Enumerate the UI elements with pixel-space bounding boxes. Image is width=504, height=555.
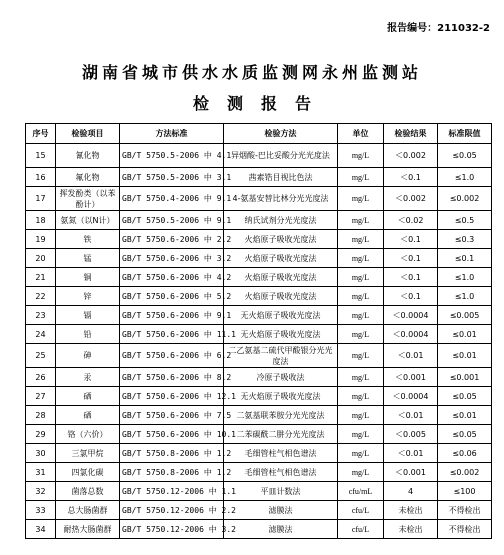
cell-item: 菌落总数: [56, 482, 120, 501]
table-row: [26, 306, 492, 325]
cell-unit: mg/L: [338, 144, 384, 168]
cell-unit: mg/L: [338, 425, 384, 444]
cell-no: 31: [26, 463, 56, 482]
cell-standard: GB/T 5750.5-2006 中 9.1: [120, 211, 224, 230]
column-header-standard: 方法标准: [120, 124, 224, 144]
table-row: [26, 168, 492, 187]
report-number: 报告编号：211032-2: [387, 23, 490, 34]
cell-standard: GB/T 5750.5-2006 中 4.1: [120, 144, 224, 168]
cell-standard: GB/T 5750.6-2006 中 4.2: [120, 268, 224, 287]
column-header-no: 序号: [26, 124, 56, 144]
cell-limit: 不得检出: [438, 501, 492, 520]
table-row: [26, 287, 492, 306]
cell-result: ＜0.002: [384, 144, 438, 168]
cell-unit: mg/L: [338, 406, 384, 425]
cell-method: 平皿计数法: [224, 482, 338, 501]
cell-limit: ≤0.001: [438, 368, 492, 387]
cell-no: 16: [26, 168, 56, 187]
column-header-limit: 标准限值: [438, 124, 492, 144]
table-row: [26, 425, 492, 444]
cell-standard: GB/T 5750.6-2006 中 2.2: [120, 230, 224, 249]
cell-no: 24: [26, 325, 56, 344]
cell-method: 毛细管柱气相色谱法: [224, 463, 338, 482]
cell-no: 33: [26, 501, 56, 520]
cell-limit: ≤0.05: [438, 144, 492, 168]
column-header-item: 检验项目: [56, 124, 120, 144]
cell-method: 4-氨基安替比林分光光度法: [224, 187, 338, 211]
table-body: [26, 144, 492, 539]
cell-standard: GB/T 5750.12-2006 中 1.1: [120, 482, 224, 501]
cell-method: 毛细管柱气相色谱法: [224, 444, 338, 463]
table-row: [26, 344, 492, 368]
cell-method: 二氨基联苯胺分光光度法: [224, 406, 338, 425]
cell-method: 无火焰原子吸收光度法: [224, 387, 338, 406]
column-header-unit: 单位: [338, 124, 384, 144]
cell-item: 三氯甲烷: [56, 444, 120, 463]
cell-result: ＜0.1: [384, 230, 438, 249]
cell-standard: GB/T 5750.6-2006 中 3.2: [120, 249, 224, 268]
table-row: [26, 463, 492, 482]
cell-no: 32: [26, 482, 56, 501]
cell-standard: GB/T 5750.12-2006 中 3.2: [120, 520, 224, 539]
cell-method: 滤膜法: [224, 520, 338, 539]
cell-item: 氨氮（以N计）: [56, 211, 120, 230]
cell-unit: mg/L: [338, 387, 384, 406]
cell-item: 铜: [56, 268, 120, 287]
cell-item: 铁: [56, 230, 120, 249]
report-title: 湖南省城市供水水质监测网永州监测站: [81, 63, 422, 82]
table-row: [26, 444, 492, 463]
cell-unit: mg/L: [338, 249, 384, 268]
cell-standard: GB/T 5750.8-2006 中 1.2: [120, 463, 224, 482]
cell-no: 15: [26, 144, 56, 168]
cell-item: 氟化物: [56, 168, 120, 187]
cell-limit: ≤100: [438, 482, 492, 501]
cell-standard: GB/T 5750.6-2006 中 10.1: [120, 425, 224, 444]
cell-result: ＜0.0004: [384, 325, 438, 344]
cell-unit: cfu/mL: [338, 482, 384, 501]
cell-limit: ≤0.005: [438, 306, 492, 325]
cell-limit: ≤0.002: [438, 187, 492, 211]
cell-standard: GB/T 5750.6-2006 中 12.1: [120, 387, 224, 406]
cell-result: ＜0.002: [384, 187, 438, 211]
cell-method: 二乙氨基二硫代甲酸银分光光度法: [224, 344, 338, 368]
cell-unit: cfu/L: [338, 520, 384, 539]
cell-limit: ≤0.01: [438, 325, 492, 344]
cell-standard: GB/T 5750.6-2006 中 8.2: [120, 368, 224, 387]
cell-standard: GB/T 5750.5-2006 中 3.1: [120, 168, 224, 187]
cell-item: 硒: [56, 406, 120, 425]
cell-limit: ≤0.05: [438, 425, 492, 444]
table-row: [26, 230, 492, 249]
cell-method: 火焰原子吸收光度法: [224, 268, 338, 287]
cell-unit: mg/L: [338, 344, 384, 368]
cell-method: 冷原子吸收法: [224, 368, 338, 387]
cell-result: ＜0.1: [384, 268, 438, 287]
cell-no: 29: [26, 425, 56, 444]
cell-item: 铅: [56, 325, 120, 344]
cell-standard: GB/T 5750.4-2006 中 9.1: [120, 187, 224, 211]
table-row: [26, 387, 492, 406]
cell-result: ＜0.1: [384, 168, 438, 187]
cell-limit: 不得检出: [438, 520, 492, 539]
cell-result: ＜0.1: [384, 287, 438, 306]
table-row: [26, 211, 492, 230]
cell-method: 茜素锆目视比色法: [224, 168, 338, 187]
cell-unit: mg/L: [338, 287, 384, 306]
cell-limit: ≤0.01: [438, 406, 492, 425]
cell-method: 二苯碳酰二肼分光光度法: [224, 425, 338, 444]
cell-method: 无火焰原子吸收光度法: [224, 306, 338, 325]
cell-item: 总大肠菌群: [56, 501, 120, 520]
cell-limit: ≤0.06: [438, 444, 492, 463]
cell-limit: ≤0.01: [438, 344, 492, 368]
table-row: [26, 268, 492, 287]
cell-limit: ≤0.002: [438, 463, 492, 482]
table-row: [26, 249, 492, 268]
cell-result: 未检出: [384, 501, 438, 520]
cell-result: ＜0.01: [384, 344, 438, 368]
cell-no: 17: [26, 187, 56, 211]
table-row: [26, 520, 492, 539]
cell-result: ＜0.01: [384, 406, 438, 425]
cell-unit: mg/L: [338, 187, 384, 211]
cell-item: 砷: [56, 344, 120, 368]
cell-result: ＜0.001: [384, 463, 438, 482]
table-row: [26, 187, 492, 211]
cell-no: 27: [26, 387, 56, 406]
table-row: [26, 501, 492, 520]
cell-item: 耐热大肠菌群: [56, 520, 120, 539]
cell-no: 26: [26, 368, 56, 387]
table-row: [26, 482, 492, 501]
cell-limit: ≤1.0: [438, 287, 492, 306]
cell-item: 挥发酚类（以苯酚计）: [56, 187, 120, 211]
cell-limit: ≤1.0: [438, 268, 492, 287]
cell-limit: ≤1.0: [438, 168, 492, 187]
table-row: [26, 406, 492, 425]
cell-unit: mg/L: [338, 230, 384, 249]
cell-no: 19: [26, 230, 56, 249]
cell-standard: GB/T 5750.6-2006 中 5.2: [120, 287, 224, 306]
cell-item: 锌: [56, 287, 120, 306]
cell-result: ＜0.1: [384, 249, 438, 268]
cell-item: 锰: [56, 249, 120, 268]
cell-no: 28: [26, 406, 56, 425]
cell-no: 20: [26, 249, 56, 268]
cell-no: 22: [26, 287, 56, 306]
cell-standard: GB/T 5750.6-2006 中 11.1: [120, 325, 224, 344]
cell-item: 四氯化碳: [56, 463, 120, 482]
column-header-result: 检验结果: [384, 124, 438, 144]
cell-unit: mg/L: [338, 368, 384, 387]
cell-result: 4: [384, 482, 438, 501]
table-row: [26, 368, 492, 387]
cell-unit: mg/L: [338, 268, 384, 287]
cell-result: ＜0.0004: [384, 306, 438, 325]
cell-unit: mg/L: [338, 168, 384, 187]
cell-item: 镉: [56, 306, 120, 325]
cell-result: 未检出: [384, 520, 438, 539]
cell-unit: mg/L: [338, 325, 384, 344]
cell-method: 异烟酸-巴比妥酸分光光度法: [224, 144, 338, 168]
cell-item: 铬（六价）: [56, 425, 120, 444]
cell-method: 火焰原子吸收光度法: [224, 287, 338, 306]
column-header-method: 检验方法: [224, 124, 338, 144]
cell-limit: ≤0.3: [438, 230, 492, 249]
cell-no: 18: [26, 211, 56, 230]
cell-no: 34: [26, 520, 56, 539]
cell-method: 火焰原子吸收光度法: [224, 230, 338, 249]
cell-limit: ≤0.1: [438, 249, 492, 268]
cell-limit: ≤0.05: [438, 387, 492, 406]
cell-limit: ≤0.5: [438, 211, 492, 230]
cell-standard: GB/T 5750.8-2006 中 1.2: [120, 444, 224, 463]
cell-unit: mg/L: [338, 306, 384, 325]
cell-item: 氰化物: [56, 144, 120, 168]
table-header-row: [26, 124, 492, 144]
cell-result: ＜0.02: [384, 211, 438, 230]
cell-no: 21: [26, 268, 56, 287]
table-row: [26, 144, 492, 168]
cell-no: 25: [26, 344, 56, 368]
cell-method: 滤膜法: [224, 501, 338, 520]
cell-no: 30: [26, 444, 56, 463]
cell-unit: mg/L: [338, 211, 384, 230]
cell-unit: mg/L: [338, 444, 384, 463]
results-table: [25, 123, 492, 539]
table-row: [26, 325, 492, 344]
cell-no: 23: [26, 306, 56, 325]
cell-standard: GB/T 5750.12-2006 中 2.2: [120, 501, 224, 520]
cell-method: 火焰原子吸收光度法: [224, 249, 338, 268]
cell-method: 纳氏试剂分光光度法: [224, 211, 338, 230]
cell-item: 汞: [56, 368, 120, 387]
cell-result: ＜0.005: [384, 425, 438, 444]
cell-result: ＜0.0004: [384, 387, 438, 406]
cell-unit: mg/L: [338, 463, 384, 482]
cell-result: ＜0.001: [384, 368, 438, 387]
cell-result: ＜0.01: [384, 444, 438, 463]
report-subtitle: 检测报告: [192, 94, 329, 113]
cell-standard: GB/T 5750.6-2006 中 6.2: [120, 344, 224, 368]
cell-unit: cfu/L: [338, 501, 384, 520]
cell-standard: GB/T 5750.6-2006 中 7.5: [120, 406, 224, 425]
cell-standard: GB/T 5750.6-2006 中 9.1: [120, 306, 224, 325]
cell-method: 无火焰原子吸收光度法: [224, 325, 338, 344]
cell-item: 硒: [56, 387, 120, 406]
